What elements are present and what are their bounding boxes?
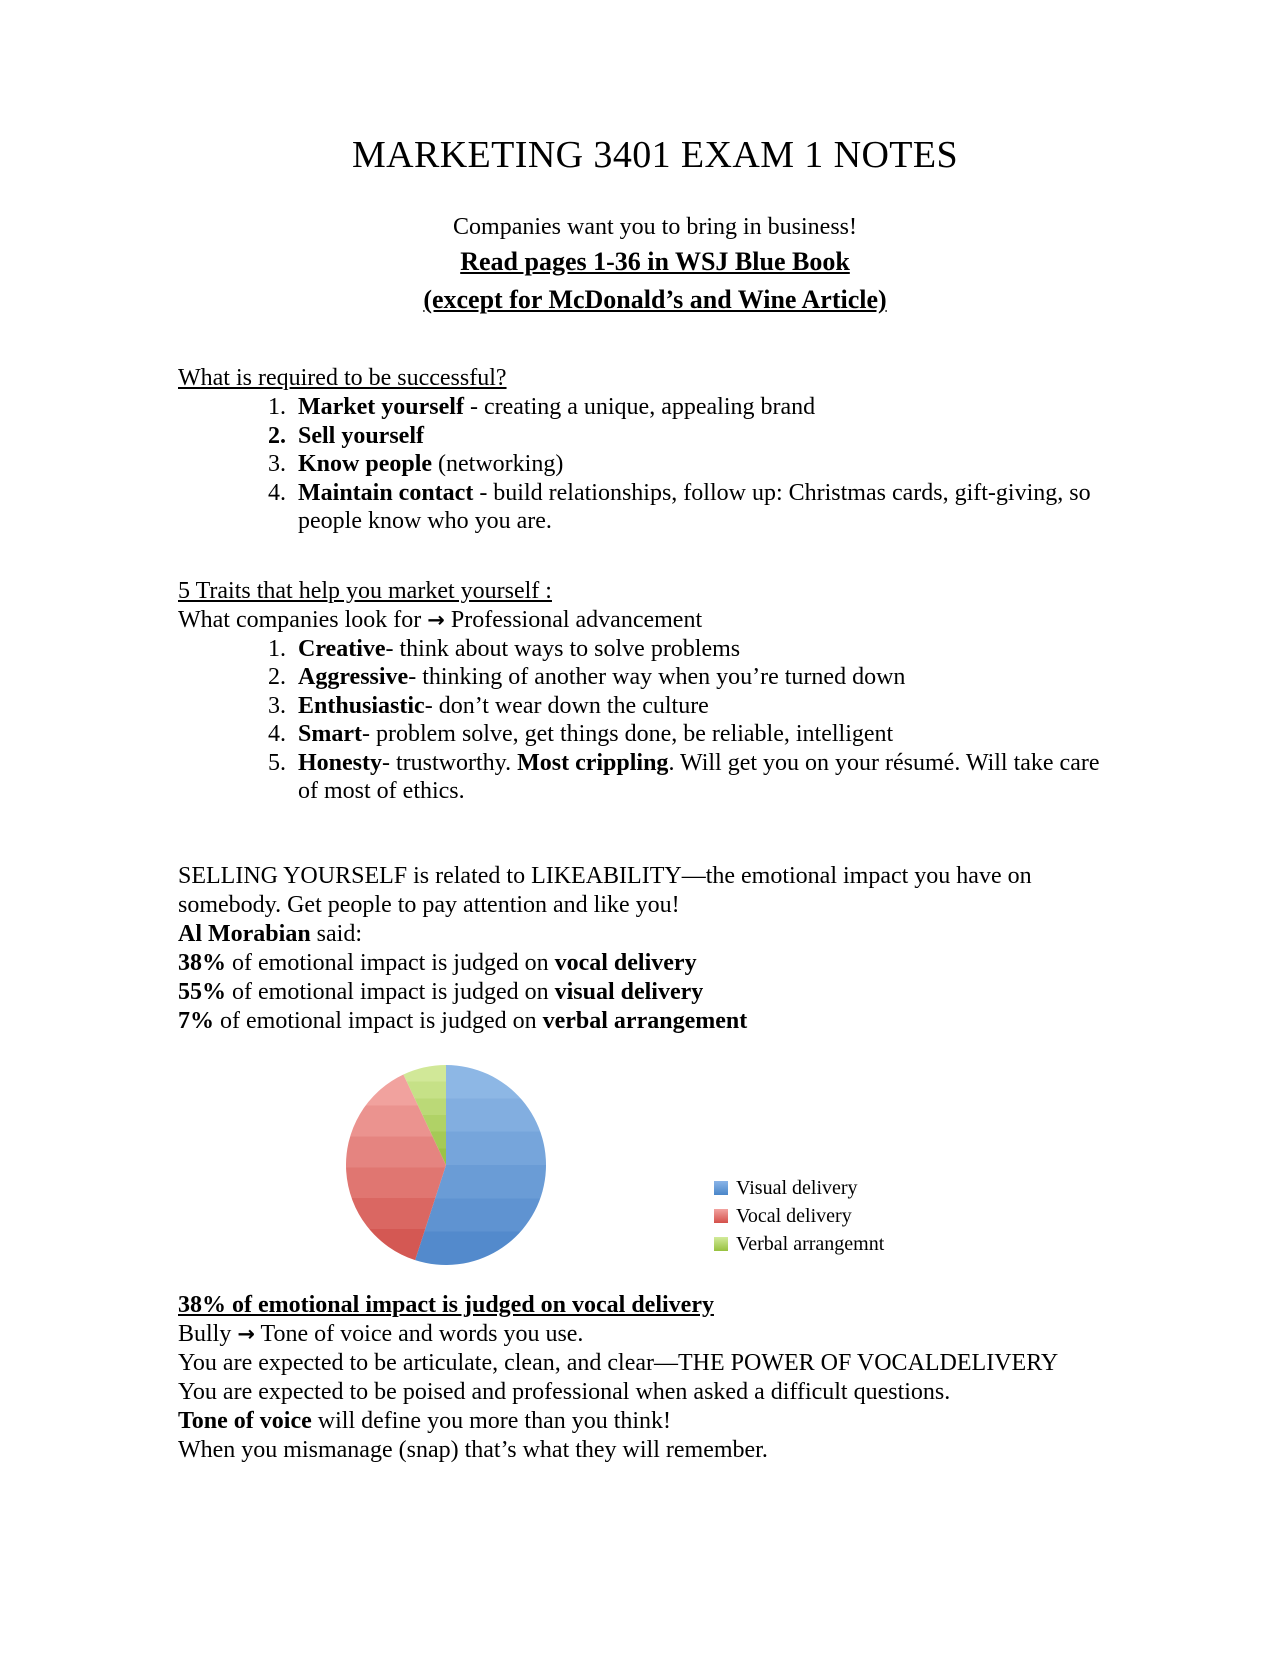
- stat-middle: of emotional impact is judged on: [226, 949, 555, 976]
- traits-list: [178, 635, 1108, 806]
- list-item-text: - think about ways to solve problems: [385, 635, 741, 662]
- list-item: [252, 692, 1108, 721]
- list-item-number: 4.: [268, 479, 286, 506]
- pie-svg: [346, 1062, 546, 1268]
- list-item-text: - trustworthy.: [382, 749, 518, 776]
- list-item-term: Know people: [298, 451, 433, 477]
- list-item: [252, 749, 1108, 806]
- list-item-text: - build relationships, follow up: Christmas cards, gift-giving, so people know who you are.: [298, 479, 1091, 534]
- stat-middle: of emotional impact is judged on: [214, 1007, 543, 1034]
- list-item-text: (networking): [432, 451, 564, 477]
- tone-rest: will define you more than you think!: [311, 1407, 672, 1434]
- list-item-number: 4.: [268, 721, 286, 747]
- section-requirements-heading: What is required to be successful?: [178, 365, 507, 391]
- legend-item-verbal: [714, 1230, 974, 1258]
- list-item-term-2: Most crippling: [517, 749, 669, 776]
- legend-label: Verbal arrangemnt: [736, 1232, 885, 1255]
- section-vocal-delivery: [178, 1290, 1108, 1465]
- list-item-number: 3.: [268, 451, 286, 477]
- section-vocal-heading-text: 38% of emotional impact is judged on vocal delivery: [178, 1291, 714, 1318]
- stat-percent: 38%: [178, 949, 226, 976]
- legend-swatch-icon: [714, 1181, 728, 1195]
- list-item-term: Honesty: [298, 749, 382, 776]
- vocal-line-tone: [178, 1407, 1108, 1436]
- intro-line-3: (except for McDonald’s and Wine Article): [423, 285, 887, 314]
- attribution-name: Al Morabian: [178, 920, 311, 947]
- legend-item-visual: [714, 1174, 974, 1202]
- document-content: [178, 132, 1108, 1491]
- list-item-number: 2.: [268, 422, 286, 449]
- spacer: [178, 562, 1108, 576]
- list-item-text: - creating a unique, appealing brand: [463, 394, 816, 420]
- tone-term: Tone of voice: [178, 1407, 312, 1434]
- emotional-impact-pie-chart: [178, 1062, 1108, 1284]
- attribution: [178, 920, 1108, 949]
- legend-swatch-icon: [714, 1237, 728, 1251]
- stat-line-verbal: [178, 1007, 1108, 1036]
- pie-graphic: [346, 1062, 546, 1268]
- list-item: [252, 393, 1108, 422]
- arrow-right-icon: →: [427, 607, 445, 632]
- line-after: Tone of voice and words you use.: [254, 1320, 584, 1347]
- intro-line-3-wrap: [202, 281, 1108, 319]
- stat-percent: 55%: [178, 978, 226, 1005]
- subheading-after: Professional advancement: [444, 606, 703, 633]
- vocal-line-bully: [178, 1320, 1108, 1349]
- vocal-line-articulate: You are expected to be articulate, clean, and clear—THE POWER OF VOCALDELIVERY: [178, 1349, 1059, 1376]
- legend-label: Visual delivery: [736, 1176, 858, 1199]
- list-item-number: 2.: [268, 664, 286, 690]
- stat-channel: vocal delivery: [554, 949, 697, 976]
- list-item-term: Smart: [298, 721, 362, 747]
- section-vocal-heading: [178, 1290, 1108, 1320]
- section-traits: [178, 576, 1108, 806]
- spacer: [178, 832, 1108, 862]
- list-item: [252, 422, 1108, 451]
- list-item-text-2: . Will get you on your résumé. Will take care of most of ethics.: [298, 749, 1100, 804]
- list-item-number: 1.: [268, 635, 286, 662]
- list-item-term: Creative: [298, 635, 386, 662]
- list-item: [252, 720, 1108, 749]
- page-title: MARKETING 3401 EXAM 1 NOTES: [351, 134, 959, 176]
- list-item-number: 5.: [268, 749, 286, 776]
- list-item-text: - thinking of another way when you’re turned down: [408, 664, 906, 690]
- list-item-term: Aggressive: [298, 664, 409, 690]
- vocal-line-mismanage: When you mismanage (snap) that’s what they will remember.: [178, 1436, 768, 1463]
- section-requirements: [178, 363, 1108, 536]
- intro-line-2-wrap: [202, 243, 1108, 281]
- list-item-term: Enthusiastic: [298, 692, 425, 719]
- section-selling-yourself: [178, 862, 1108, 1036]
- list-item-text: - don’t wear down the culture: [424, 692, 709, 719]
- arrow-right-icon: →: [237, 1321, 255, 1346]
- stat-channel: verbal arrangement: [542, 1007, 748, 1034]
- stat-middle: of emotional impact is judged on: [226, 978, 555, 1005]
- vocal-line-poised: You are expected to be poised and professional when asked a difficult questions.: [178, 1378, 951, 1405]
- section-traits-subheading: [178, 606, 1108, 635]
- stat-percent: 7%: [178, 1007, 214, 1034]
- list-item-number: 3.: [268, 692, 286, 719]
- legend-label: Vocal delivery: [736, 1204, 852, 1227]
- selling-paragraph: SELLING YOURSELF is related to LIKEABILITY—the emotional impact you have on somebody. Get people to pay attention and like you!: [178, 862, 1032, 918]
- list-item: [252, 450, 1108, 479]
- chart-legend: [714, 1174, 974, 1258]
- legend-item-vocal: [714, 1202, 974, 1230]
- requirements-list: [178, 393, 1108, 536]
- list-item-number: 1.: [268, 394, 286, 420]
- list-item-text: - problem solve, get things done, be reliable, intelligent: [361, 721, 894, 747]
- list-item-term: Sell yourself: [298, 422, 424, 449]
- list-item: [252, 635, 1108, 664]
- intro-line-1: Companies want you to bring in business!: [453, 214, 857, 240]
- intro-block: [178, 212, 1108, 319]
- list-item-term: Market yourself: [298, 394, 464, 420]
- stat-channel: visual delivery: [554, 978, 704, 1005]
- subheading-before: What companies look for: [178, 606, 428, 633]
- intro-line-2: Read pages 1-36 in WSJ Blue Book: [460, 247, 850, 276]
- list-item: [252, 663, 1108, 692]
- stat-line-vocal: [178, 949, 1108, 978]
- attribution-suffix: said:: [310, 920, 362, 947]
- line-before: Bully: [178, 1320, 238, 1347]
- section-traits-heading: 5 Traits that help you market yourself :: [178, 577, 552, 604]
- stat-line-visual: [178, 978, 1108, 1007]
- legend-swatch-icon: [714, 1209, 728, 1223]
- list-item-term: Maintain contact: [298, 479, 474, 506]
- list-item: [252, 479, 1108, 536]
